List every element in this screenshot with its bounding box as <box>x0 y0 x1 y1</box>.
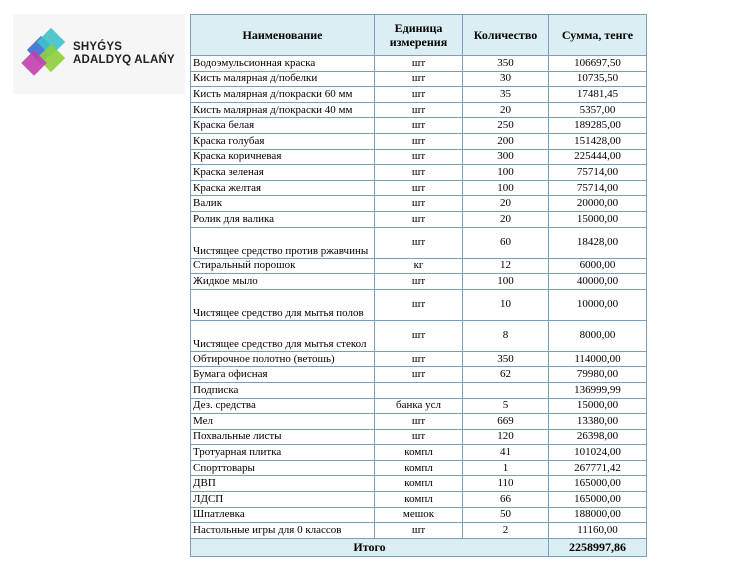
cell-qty: 62 <box>463 367 549 383</box>
table-row <box>191 71 647 87</box>
cell-qty: 60 <box>463 227 549 258</box>
cell-qty: 100 <box>463 180 549 196</box>
total-label: Итого <box>191 538 549 556</box>
header-sum: Сумма, тенге <box>549 15 647 56</box>
cell-unit: шт <box>375 351 463 367</box>
table-row <box>191 118 647 134</box>
cell-unit: шт <box>375 414 463 430</box>
cell-unit: шт <box>375 118 463 134</box>
cell-unit: шт <box>375 429 463 445</box>
cell-name: Чистящее средство для мытья полов <box>191 289 375 320</box>
total-sum: 2258997,86 <box>549 538 647 556</box>
cell-sum: 40000,00 <box>549 274 647 290</box>
table-row <box>191 180 647 196</box>
cell-sum: 151428,00 <box>549 133 647 149</box>
cell-sum: 75714,00 <box>549 180 647 196</box>
cell-name: Кисть малярная д/покраски 40 мм <box>191 102 375 118</box>
cell-unit: мешок <box>375 507 463 523</box>
table-row <box>191 476 647 492</box>
cell-qty: 12 <box>463 258 549 274</box>
cell-sum: 26398,00 <box>549 429 647 445</box>
table-row <box>191 56 647 72</box>
cell-unit: шт <box>375 274 463 290</box>
cell-qty: 350 <box>463 56 549 72</box>
table-row <box>191 367 647 383</box>
cell-unit: шт <box>375 71 463 87</box>
table-row <box>191 289 647 320</box>
cell-name: Дез. средства <box>191 398 375 414</box>
logo-line-2: ADALDYQ ALAŃY <box>73 54 175 66</box>
table-row <box>191 149 647 165</box>
header-qty: Количество <box>463 15 549 56</box>
cell-name: Стиральный порошок <box>191 258 375 274</box>
cell-unit: шт <box>375 102 463 118</box>
cell-qty: 100 <box>463 274 549 290</box>
cell-name: Водоэмульсионная краска <box>191 56 375 72</box>
table-row <box>191 227 647 258</box>
total-row <box>191 538 647 556</box>
cell-qty: 50 <box>463 507 549 523</box>
cell-qty: 30 <box>463 71 549 87</box>
cell-unit: кг <box>375 258 463 274</box>
cell-sum: 6000,00 <box>549 258 647 274</box>
cell-name: ЛДСП <box>191 492 375 508</box>
cell-sum: 13380,00 <box>549 414 647 430</box>
logo-line-1: SHYǴYS <box>73 41 123 53</box>
cell-sum: 165000,00 <box>549 492 647 508</box>
table-row <box>191 196 647 212</box>
cell-unit: компл <box>375 492 463 508</box>
table-row <box>191 492 647 508</box>
cell-unit: шт <box>375 133 463 149</box>
table-row <box>191 165 647 181</box>
cell-qty: 110 <box>463 476 549 492</box>
cell-qty: 669 <box>463 414 549 430</box>
cell-qty: 20 <box>463 102 549 118</box>
cell-sum: 10735,50 <box>549 71 647 87</box>
header-unit: Единица измерения <box>375 15 463 56</box>
cell-sum: 188000,00 <box>549 507 647 523</box>
logo-mark-icon <box>21 28 71 80</box>
expense-table <box>190 14 647 557</box>
cell-sum: 20000,00 <box>549 196 647 212</box>
cell-sum: 106697,50 <box>549 56 647 72</box>
cell-name: Спорттовары <box>191 460 375 476</box>
table-row <box>191 258 647 274</box>
cell-qty: 8 <box>463 320 549 351</box>
table-row <box>191 460 647 476</box>
cell-name: Кисть малярная д/покраски 60 мм <box>191 87 375 103</box>
cell-unit: банка усл <box>375 398 463 414</box>
cell-unit: шт <box>375 196 463 212</box>
cell-name: Подписка <box>191 382 375 398</box>
cell-unit: компл <box>375 476 463 492</box>
cell-qty: 2 <box>463 523 549 539</box>
cell-qty: 10 <box>463 289 549 320</box>
cell-sum: 8000,00 <box>549 320 647 351</box>
cell-qty: 20 <box>463 211 549 227</box>
table-row <box>191 87 647 103</box>
cell-unit: шт <box>375 87 463 103</box>
cell-name: Краска белая <box>191 118 375 134</box>
table-row <box>191 351 647 367</box>
cell-sum: 101024,00 <box>549 445 647 461</box>
table-row <box>191 102 647 118</box>
cell-unit: шт <box>375 149 463 165</box>
cell-sum: 189285,00 <box>549 118 647 134</box>
cell-name: Тротуарная плитка <box>191 445 375 461</box>
cell-name: ДВП <box>191 476 375 492</box>
cell-name: Краска желтая <box>191 180 375 196</box>
cell-name: Обтирочное полотно (ветошь) <box>191 351 375 367</box>
company-logo <box>13 14 185 94</box>
cell-qty: 66 <box>463 492 549 508</box>
cell-qty: 120 <box>463 429 549 445</box>
table-row <box>191 445 647 461</box>
cell-sum: 79980,00 <box>549 367 647 383</box>
table-row <box>191 274 647 290</box>
cell-unit: компл <box>375 445 463 461</box>
cell-unit: шт <box>375 211 463 227</box>
cell-name: Ролик для валика <box>191 211 375 227</box>
cell-sum: 225444,00 <box>549 149 647 165</box>
cell-qty: 250 <box>463 118 549 134</box>
cell-name: Жидкое мыло <box>191 274 375 290</box>
cell-unit: шт <box>375 180 463 196</box>
table-row <box>191 507 647 523</box>
cell-unit <box>375 382 463 398</box>
table-row <box>191 398 647 414</box>
cell-unit: шт <box>375 56 463 72</box>
cell-qty: 300 <box>463 149 549 165</box>
cell-unit: шт <box>375 227 463 258</box>
cell-unit: компл <box>375 460 463 476</box>
cell-unit: шт <box>375 165 463 181</box>
cell-qty <box>463 382 549 398</box>
table-row <box>191 429 647 445</box>
table-row <box>191 211 647 227</box>
cell-qty: 200 <box>463 133 549 149</box>
cell-sum: 17481,45 <box>549 87 647 103</box>
cell-name: Валик <box>191 196 375 212</box>
table-body <box>191 56 647 539</box>
cell-name: Чистящее средство для мытья стекол <box>191 320 375 351</box>
cell-name: Мел <box>191 414 375 430</box>
header-name: Наименование <box>191 15 375 56</box>
cell-qty: 350 <box>463 351 549 367</box>
cell-sum: 11160,00 <box>549 523 647 539</box>
table-row <box>191 320 647 351</box>
cell-qty: 20 <box>463 196 549 212</box>
cell-sum: 165000,00 <box>549 476 647 492</box>
cell-unit: шт <box>375 289 463 320</box>
table-header-row <box>191 15 647 56</box>
cell-sum: 18428,00 <box>549 227 647 258</box>
table-row <box>191 523 647 539</box>
cell-qty: 5 <box>463 398 549 414</box>
cell-name: Шпатлевка <box>191 507 375 523</box>
logo-wordmark <box>73 41 175 67</box>
table-row <box>191 414 647 430</box>
cell-qty: 35 <box>463 87 549 103</box>
cell-unit: шт <box>375 523 463 539</box>
cell-unit: шт <box>375 320 463 351</box>
cell-qty: 1 <box>463 460 549 476</box>
cell-unit: шт <box>375 367 463 383</box>
cell-sum: 15000,00 <box>549 398 647 414</box>
cell-name: Краска голубая <box>191 133 375 149</box>
cell-qty: 41 <box>463 445 549 461</box>
cell-sum: 5357,00 <box>549 102 647 118</box>
cell-sum: 10000,00 <box>549 289 647 320</box>
cell-name: Бумага офисная <box>191 367 375 383</box>
cell-sum: 136999,99 <box>549 382 647 398</box>
cell-sum: 114000,00 <box>549 351 647 367</box>
cell-name: Настольные игры для 0 классов <box>191 523 375 539</box>
cell-sum: 75714,00 <box>549 165 647 181</box>
cell-name: Похвальные листы <box>191 429 375 445</box>
cell-name: Кисть малярная д/побелки <box>191 71 375 87</box>
cell-qty: 100 <box>463 165 549 181</box>
table-row <box>191 382 647 398</box>
cell-sum: 267771,42 <box>549 460 647 476</box>
cell-name: Краска коричневая <box>191 149 375 165</box>
cell-name: Чистящее средство против ржавчины <box>191 227 375 258</box>
table-row <box>191 133 647 149</box>
cell-name: Краска зеленая <box>191 165 375 181</box>
cell-sum: 15000,00 <box>549 211 647 227</box>
